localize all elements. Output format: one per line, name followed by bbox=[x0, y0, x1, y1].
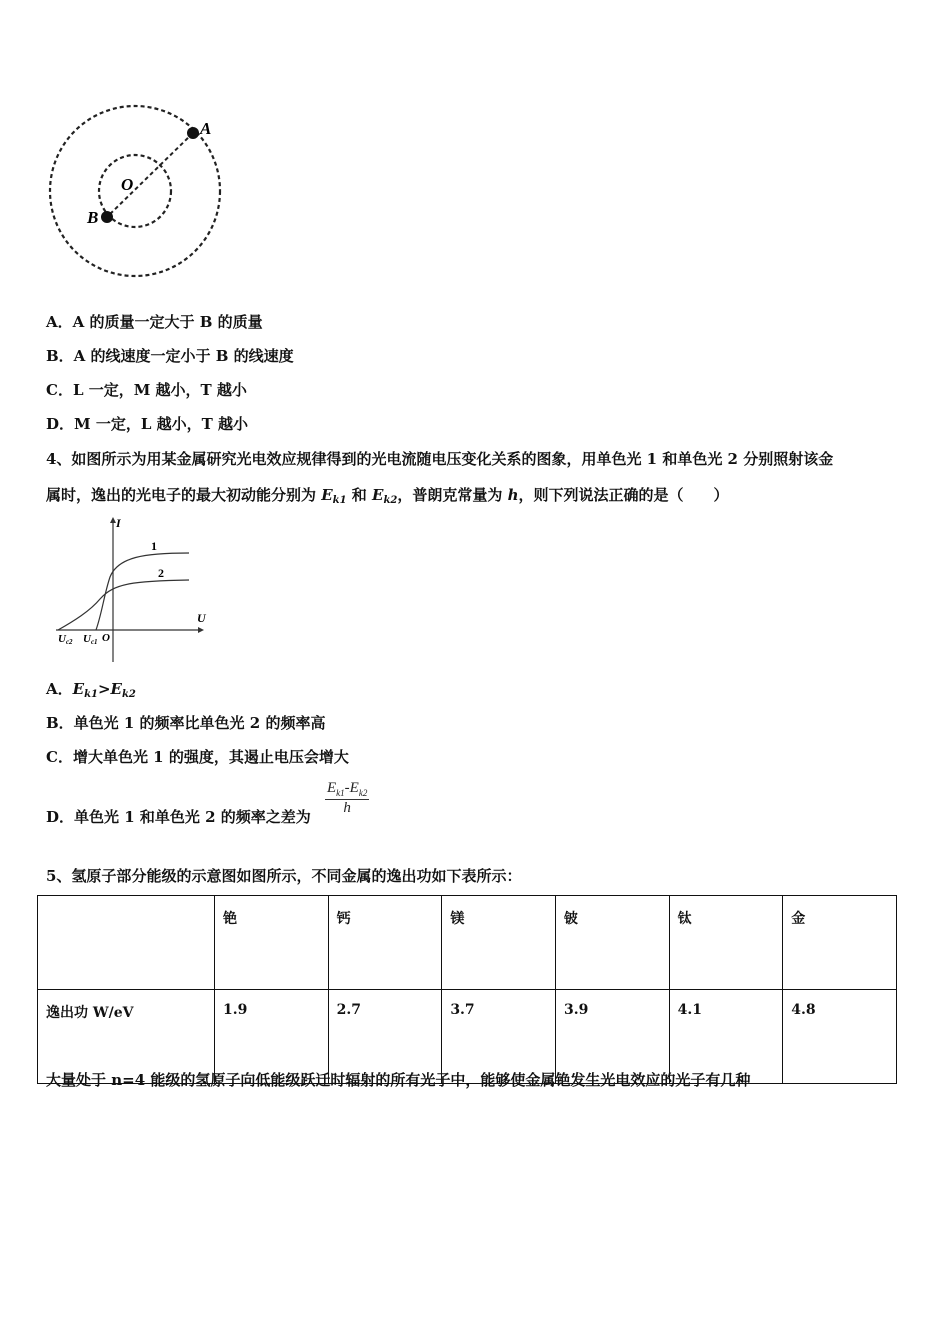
q4-option-a bbox=[46, 678, 136, 700]
opt-a-ek2-subscript: k2 bbox=[121, 689, 136, 700]
uc1-label bbox=[83, 633, 98, 646]
uc1-subscript: c1 bbox=[90, 638, 98, 646]
q4-option-a-prefix: A． bbox=[46, 680, 73, 698]
ek1-symbol: E bbox=[321, 486, 333, 504]
frac-ek1-symbol: E bbox=[327, 780, 337, 796]
table-header-cell: 金 bbox=[783, 896, 897, 990]
planck-symbol: h bbox=[507, 486, 519, 504]
q4-stem-post: ，则下列说法正确的是（ ） bbox=[518, 486, 729, 504]
table-header-cell: 铍 bbox=[555, 896, 669, 990]
table-cell: 4.8 bbox=[783, 990, 897, 1084]
table-header-cell bbox=[38, 896, 215, 990]
table-cell: 3.9 bbox=[555, 990, 669, 1084]
curve-1 bbox=[96, 553, 189, 630]
uc1-symbol: U bbox=[83, 633, 91, 645]
q3-option-b: B．A 的线速度一定小于 B 的线速度 bbox=[46, 347, 294, 365]
origin-label: O bbox=[102, 632, 110, 644]
uc2-symbol: U bbox=[58, 633, 66, 645]
table-header-cell: 镁 bbox=[442, 896, 556, 990]
orbit-diagram bbox=[40, 98, 230, 288]
table-cell: 4.1 bbox=[669, 990, 783, 1084]
q4-stem-mid: ，普朗克常量为 bbox=[397, 486, 508, 504]
q5-question: 大量处于 n=4 能级的氢原子向低能级跃迁时辐射的所有光子中，能够使金属铯发生光电效应的光子有几种 bbox=[46, 1071, 751, 1089]
table-cell: 1.9 bbox=[215, 990, 329, 1084]
q5-intro: 5、氢原子部分能级的示意图如图所示，不同金属的逸出功如下表所示： bbox=[46, 867, 522, 885]
table-cell: 逸出功 W/eV bbox=[38, 990, 215, 1084]
photocurrent-graph bbox=[44, 513, 219, 668]
fraction-numerator bbox=[325, 780, 369, 800]
opt-a-ek1-subscript: k1 bbox=[84, 689, 98, 700]
q4-option-d: D．单色光 1 和单色光 2 的频率之差为 bbox=[46, 808, 311, 826]
q3-option-d: D．M 一定，L 越小，T 越小 bbox=[46, 415, 248, 433]
opt-a-greater-than: > bbox=[97, 680, 111, 698]
label-o: O bbox=[121, 175, 134, 194]
curve-1-label: 1 bbox=[151, 539, 157, 553]
curve-2 bbox=[58, 580, 189, 630]
curve-2-label: 2 bbox=[158, 566, 164, 580]
q3-option-a: A．A 的质量一定大于 B 的质量 bbox=[46, 313, 263, 331]
ek1-subscript: k1 bbox=[332, 495, 347, 506]
ek2-subscript: k2 bbox=[383, 495, 398, 506]
q4-option-c: C．增大单色光 1 的强度，其遏止电压会增大 bbox=[46, 748, 349, 766]
frac-ek2-symbol: E bbox=[349, 780, 359, 796]
table-header-row bbox=[38, 896, 897, 990]
uc2-label bbox=[58, 633, 73, 646]
q4-option-b: B．单色光 1 的频率比单色光 2 的频率高 bbox=[46, 714, 326, 732]
table-cell: 2.7 bbox=[328, 990, 442, 1084]
q4-stem-line2 bbox=[46, 484, 729, 506]
frac-ek1-subscript: k1 bbox=[336, 788, 345, 798]
frac-minus: - bbox=[344, 780, 350, 796]
table-cell: 3.7 bbox=[442, 990, 556, 1084]
label-b: B bbox=[87, 208, 99, 227]
table-header-cell: 钛 bbox=[669, 896, 783, 990]
work-function-table bbox=[37, 895, 897, 1084]
frequency-difference-fraction bbox=[325, 780, 369, 817]
table-header-cell: 钙 bbox=[328, 896, 442, 990]
label-a: A bbox=[200, 119, 212, 138]
opt-a-ek1-symbol: E bbox=[72, 680, 85, 698]
q4-stem-pre: 属时，逸出的光电子的最大初动能分别为 bbox=[46, 486, 322, 504]
opt-a-ek2-symbol: E bbox=[110, 680, 122, 698]
ek2-symbol: E bbox=[372, 486, 384, 504]
q3-option-c: C．L 一定，M 越小，T 越小 bbox=[46, 381, 247, 399]
frac-ek2-subscript: k2 bbox=[358, 788, 368, 798]
q4-stem-line1: 4、如图所示为用某金属研究光电效应规律得到的光电流随电压变化关系的图象，用单色光 1 和单色光 2 分别照射该金 bbox=[46, 450, 834, 468]
mass-a-dot bbox=[187, 127, 199, 139]
q4-and: 和 bbox=[346, 486, 373, 504]
fraction-denominator: h bbox=[343, 800, 351, 816]
uc2-subscript: c2 bbox=[65, 638, 73, 646]
i-axis-label: I bbox=[116, 516, 121, 530]
u-axis-label: U bbox=[197, 611, 206, 625]
mass-b-dot bbox=[101, 211, 113, 223]
table-header-cell: 铯 bbox=[215, 896, 329, 990]
